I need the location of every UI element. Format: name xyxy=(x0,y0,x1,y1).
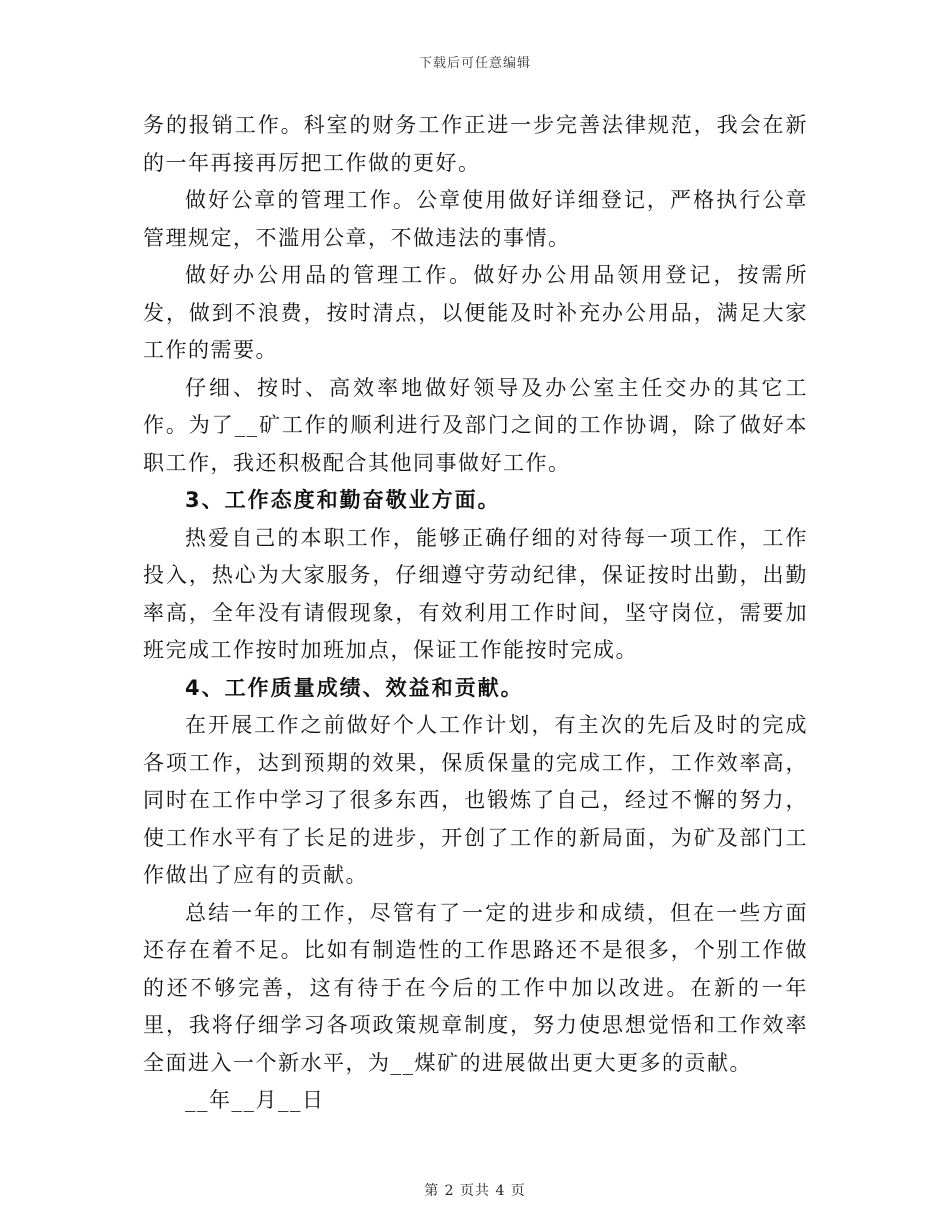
paragraph-reimbursement: 务的报销工作。科室的财务工作正进一步完善法律规范，我会在新的一年再接再厉把工作做的更好。 xyxy=(143,113,808,175)
page-number-footer: 第 2 页共 4 页 xyxy=(424,1183,526,1199)
date-line: __年__月__日 xyxy=(185,1088,325,1112)
section-heading-quality: 4、工作质量成绩、效益和贡献。 xyxy=(185,675,524,700)
section-heading-attitude: 3、工作态度和勤奋敬业方面。 xyxy=(185,488,501,512)
document-body xyxy=(143,107,808,1120)
page-header: 下载后可任意编辑 xyxy=(418,56,531,71)
paragraph-attitude: 热爱自己的本职工作，能够正确仔细的对待每一项工作，工作投入，热心为大家服务，仔细遵守劳动纪律，保证按时出勤，出勤率高，全年没有请假现象，有效利用工作时间，坚守岗位，需要加班完成工作按时加班加点，保证工作能按时完成。 xyxy=(143,525,808,662)
paragraph-seal-management: 做好公章的管理工作。公章使用做好详细登记，严格执行公章管理规定，不滥用公章，不做违法的事情。 xyxy=(143,188,808,250)
paragraph-summary: 总结一年的工作，尽管有了一定的进步和成绩，但在一些方面还存在着不足。比如有制造性的工作思路还不是很多，个别工作做的还不够完善，这有待于在今后的工作中加以改进。在新的一年里，我将仔细学习各项政策规章制度，努力使思想觉悟和工作效率全面进入一个新水平，为__煤矿的进展做出更大更多的贡献。 xyxy=(143,900,808,1075)
paragraph-office-supplies: 做好办公用品的管理工作。做好办公用品领用登记，按需所发，做到不浪费，按时清点，以便能及时补充办公用品，满足大家工作的需要。 xyxy=(143,263,808,362)
paragraph-quality: 在开展工作之前做好个人工作计划，有主次的先后及时的完成各项工作，达到预期的效果，保质保量的完成工作，工作效率高，同时在工作中学习了很多东西，也锻炼了自己，经过不懈的努力，使工作水平有了长足的进步，开创了工作的新局面，为矿及部门工作做出了应有的贡献。 xyxy=(143,713,808,887)
paragraph-other-tasks: 仔细、按时、高效率地做好领导及办公室主任交办的其它工作。为了__矿工作的顺利进行及部门之间的工作协调，除了做好本职工作，我还积极配合其他同事做好工作。 xyxy=(143,375,808,475)
